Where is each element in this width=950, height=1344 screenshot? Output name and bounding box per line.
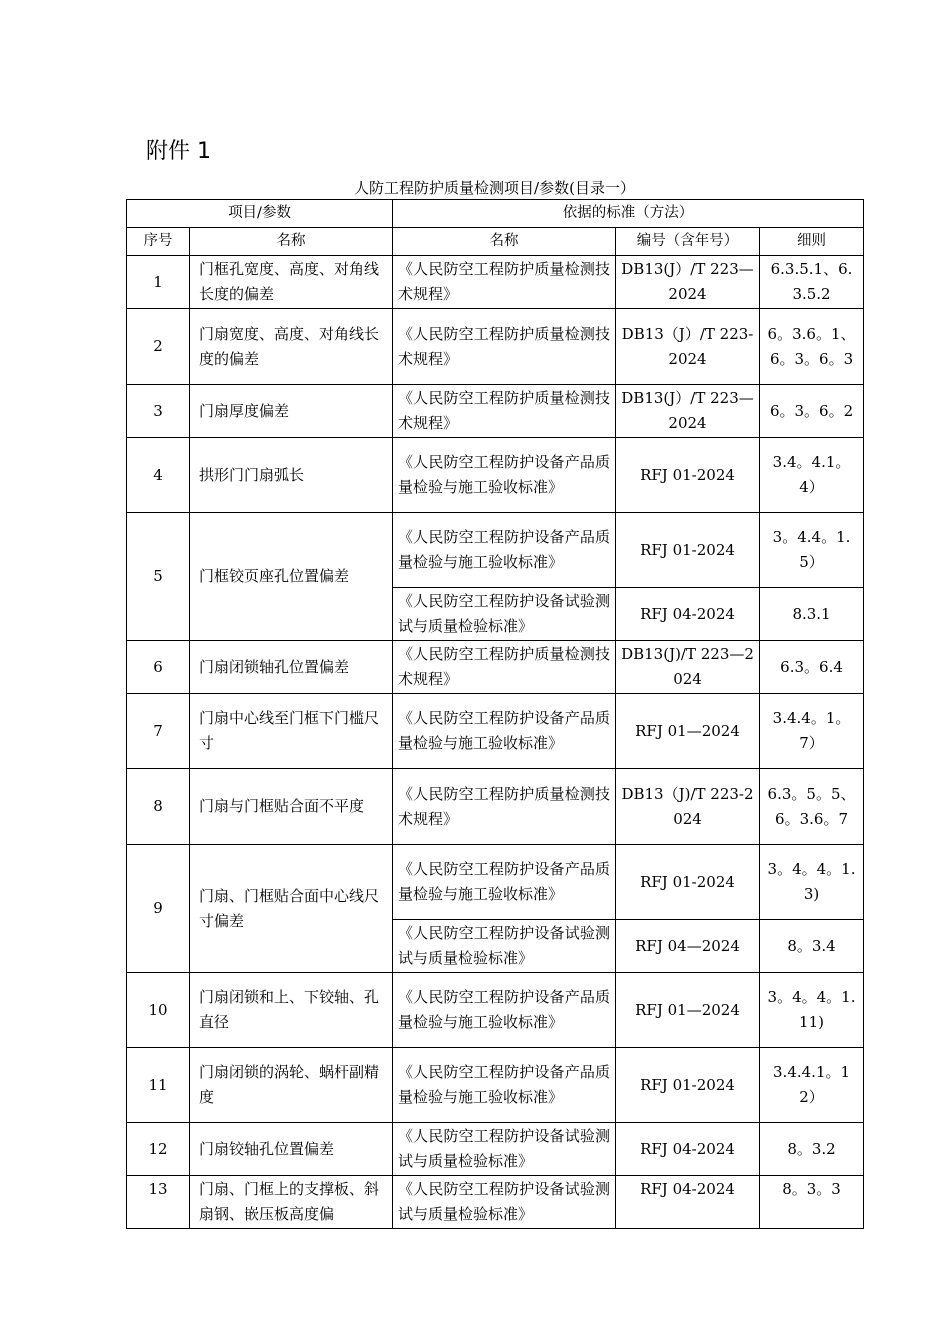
row-std-name: 《人民防空工程防护质量检测技术规程》 <box>393 769 616 845</box>
row-item-name: 门扇闭锁轴孔位置偏差 <box>190 641 393 694</box>
row-clause: 3。4。4。1.3) <box>760 845 864 920</box>
row-code: RFJ 01—2024 <box>616 694 760 769</box>
row-code: DB13（J)/T 223-2024 <box>616 769 760 845</box>
row-item-name: 门扇铰轴孔位置偏差 <box>190 1123 393 1176</box>
row-std-name: 《人民防空工程防护质量检测技术规程》 <box>393 256 616 309</box>
row-std-name: 《人民防空工程防护设备试验测试与质量检验标准》 <box>393 588 616 641</box>
row-code: RFJ 01-2024 <box>616 438 760 513</box>
row-item-name: 门框孔宽度、高度、对角线长度的偏差 <box>190 256 393 309</box>
row-std-name: 《人民防空工程防护质量检测技术规程》 <box>393 641 616 694</box>
row-std-name: 《人民防空工程防护设备产品质量检验与施工验收标准》 <box>393 845 616 920</box>
row-std-name: 《人民防空工程防护设备产品质量检验与施工验收标准》 <box>393 694 616 769</box>
row-code: RFJ 01-2024 <box>616 513 760 588</box>
row-code: RFJ 01-2024 <box>616 1048 760 1123</box>
row-item-name: 拱形门门扇弧长 <box>190 438 393 513</box>
row-code: DB13(J）/T 223—2024 <box>616 256 760 309</box>
row-no: 7 <box>127 694 190 769</box>
row-clause: 6。3.6。1、6。3。6。3 <box>760 309 864 385</box>
header-clause: 细则 <box>760 228 864 256</box>
row-std-name: 《人民防空工程防护设备产品质量检验与施工验收标准》 <box>393 513 616 588</box>
row-code: DB13(J)/T 223—2024 <box>616 641 760 694</box>
header-no: 序号 <box>127 228 190 256</box>
table-row <box>127 1176 864 1229</box>
row-no: 2 <box>127 309 190 385</box>
row-std-name: 《人民防空工程防护设备产品质量检验与施工验收标准》 <box>393 1048 616 1123</box>
row-no: 8 <box>127 769 190 845</box>
row-item-name: 门扇闭锁和上、下铰轴、孔直径 <box>190 973 393 1048</box>
row-code: RFJ 01-2024 <box>616 845 760 920</box>
row-clause: 3。4.4。1.5） <box>760 513 864 588</box>
row-no: 11 <box>127 1048 190 1123</box>
row-no: 12 <box>127 1123 190 1176</box>
header-std-name: 名称 <box>393 228 616 256</box>
row-clause: 3。4。4。1.11) <box>760 973 864 1048</box>
row-item-name: 门扇宽度、高度、对角线长度的偏差 <box>190 309 393 385</box>
row-item-name: 门扇中心线至门框下门槛尺寸 <box>190 694 393 769</box>
row-clause: 6.3。6.4 <box>760 641 864 694</box>
row-item-name: 门扇、门框贴合面中心线尺寸偏差 <box>190 845 393 973</box>
row-no: 13 <box>127 1176 190 1229</box>
row-no: 10 <box>127 973 190 1048</box>
attachment-heading: 附件 1 <box>146 139 211 164</box>
row-code: RFJ 04—2024 <box>616 920 760 973</box>
row-std-name: 《人民防空工程防护设备产品质量检验与施工验收标准》 <box>393 973 616 1048</box>
row-clause: 6。3。6。2 <box>760 385 864 438</box>
row-code: RFJ 04-2024 <box>616 1123 760 1176</box>
row-std-name: 《人民防空工程防护设备试验测试与质量检验标准》 <box>393 1176 616 1229</box>
table-row <box>127 845 864 920</box>
row-code: DB13(J）/T 223—2024 <box>616 385 760 438</box>
row-std-name: 《人民防空工程防护设备试验测试与质量检验标准》 <box>393 1123 616 1176</box>
row-no: 5 <box>127 513 190 641</box>
row-item-name: 门扇与门框贴合面不平度 <box>190 769 393 845</box>
table-row <box>127 1123 864 1176</box>
table-row <box>127 641 864 694</box>
header-column-row <box>127 228 864 256</box>
row-std-name: 《人民防空工程防护设备产品质量检验与施工验收标准》 <box>393 438 616 513</box>
header-item-group: 项目/参数 <box>127 200 393 228</box>
row-std-name: 《人民防空工程防护设备试验测试与质量检验标准》 <box>393 920 616 973</box>
header-code: 编号（含年号） <box>616 228 760 256</box>
row-no: 6 <box>127 641 190 694</box>
row-clause: 8。3。3 <box>760 1176 864 1229</box>
row-item-name: 门扇、门框上的支撑板、斜扇钢、嵌压板高度偏 <box>190 1176 393 1229</box>
table-row <box>127 385 864 438</box>
row-code: RFJ 04-2024 <box>616 1176 760 1229</box>
row-item-name: 门框铰页座孔位置偏差 <box>190 513 393 641</box>
table-row <box>127 256 864 309</box>
table-row <box>127 973 864 1048</box>
table-caption: 人防工程防护质量检测项目/参数(目录一） <box>354 179 635 197</box>
row-item-name: 门扇厚度偏差 <box>190 385 393 438</box>
row-clause: 3.4.4。1。7） <box>760 694 864 769</box>
row-code: RFJ 01—2024 <box>616 973 760 1048</box>
row-item-name: 门扇闭锁的涡轮、蜗杆副精度 <box>190 1048 393 1123</box>
header-item-name: 名称 <box>190 228 393 256</box>
row-clause: 8.3.1 <box>760 588 864 641</box>
row-clause: 3.4。4.1。4） <box>760 438 864 513</box>
table-row <box>127 309 864 385</box>
row-no: 4 <box>127 438 190 513</box>
table-row <box>127 513 864 588</box>
row-clause: 6.3。5。5、6。3.6。7 <box>760 769 864 845</box>
row-clause: 6.3.5.1、6.3.5.2 <box>760 256 864 309</box>
row-clause: 3.4.4.1。12） <box>760 1048 864 1123</box>
table-row <box>127 1048 864 1123</box>
table-row <box>127 769 864 845</box>
table-row <box>127 438 864 513</box>
row-no: 1 <box>127 256 190 309</box>
row-clause: 8。3.2 <box>760 1123 864 1176</box>
row-std-name: 《人民防空工程防护质量检测技术规程》 <box>393 385 616 438</box>
row-no: 3 <box>127 385 190 438</box>
row-code: RFJ 04-2024 <box>616 588 760 641</box>
row-no: 9 <box>127 845 190 973</box>
header-basis-group: 依据的标准（方法） <box>393 200 864 228</box>
row-clause: 8。3.4 <box>760 920 864 973</box>
standards-table <box>126 199 864 1229</box>
row-std-name: 《人民防空工程防护质量检测技术规程》 <box>393 309 616 385</box>
row-code: DB13（J）/T 223-2024 <box>616 309 760 385</box>
header-group-row <box>127 200 864 228</box>
table-row <box>127 694 864 769</box>
